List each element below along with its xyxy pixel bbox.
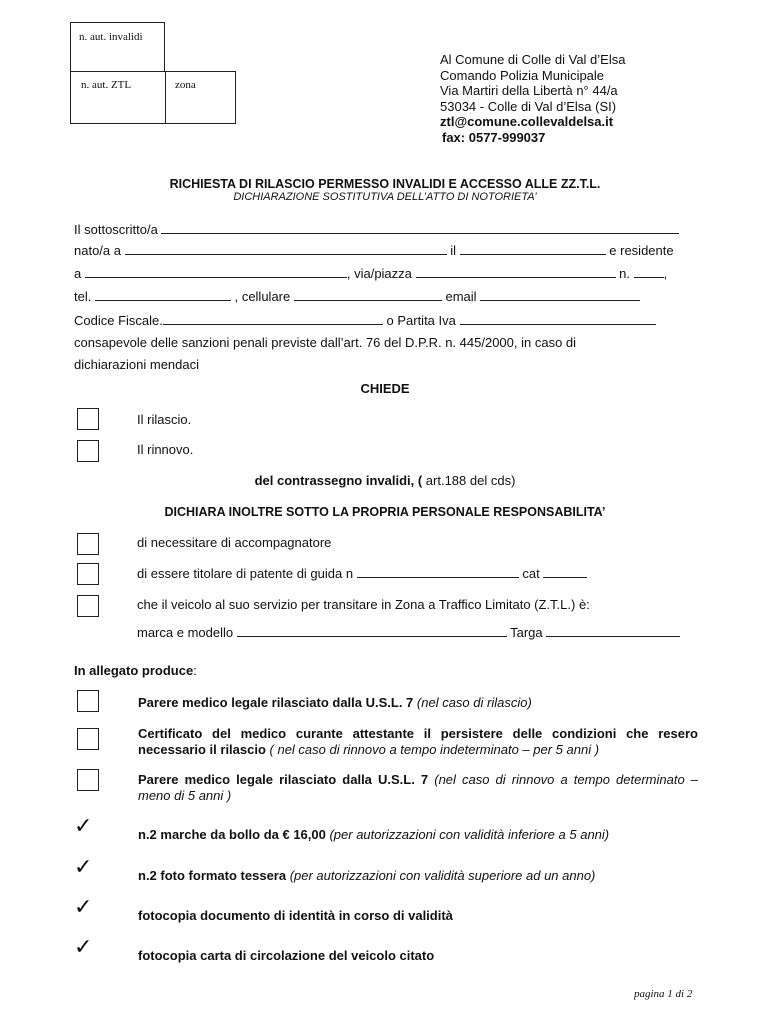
document-subtitle: DICHIARAZIONE SOSTITUTIVA DELL’ATTO DI NOTORIETA’ [233,191,537,203]
sottoscritto-label: Il sottoscritto/a [74,222,158,237]
cat-label: cat [522,566,540,581]
email-label: email [445,289,477,304]
email-address: ztl@comune.collevaldelsa.it [440,114,614,129]
birthdate-field[interactable] [460,243,606,255]
allegato-item-note: (per autorizzazioni con validità inferiore a 5 anni) [325,827,610,842]
mobile-field[interactable] [294,289,442,301]
rinnovo-label: Il rinnovo. [137,442,194,457]
zona-cell[interactable] [165,71,236,124]
allegato-item-3 [138,772,698,804]
check-mark-icon: ✓ [74,935,93,960]
consapevole-text: consapevole delle sanzioni penali previste dall’art. 76 del D.P.R. n. 445/2000, in caso di [74,335,577,350]
patente-checkbox[interactable] [77,563,99,585]
document-title: RICHIESTA DI RILASCIO PERMESSO INVALIDI E ACCESSO ALLE ZZ.T.L. [169,177,601,191]
allegato-checkbox-2[interactable] [77,728,99,750]
cf-label: Codice Fiscale. [74,313,163,328]
license-category-field[interactable] [543,566,587,578]
tel-label: tel. [74,289,92,304]
allegato-item-bold: Parere medico legale rilasciato dalla U.S.L. 7 [138,772,429,787]
recipient-address [440,52,625,145]
address-line: 53034 - Colle di Val d’Elsa (SI) [440,98,617,114]
contrassegno-bold: del contrassegno invalidi, ( [254,473,423,488]
dichiara-heading: DICHIARA INOLTRE SOTTO LA PROPRIA PERSONALE RESPONSABILITA’ [164,505,606,519]
allegato-checkbox-3[interactable] [77,769,99,791]
allegato-item-note: (per autorizzazioni con validità superiore ad un anno) [286,868,596,883]
vat-field[interactable] [460,313,656,325]
email-field[interactable] [480,289,640,301]
check-mark-icon: ✓ [74,895,93,920]
phone-field[interactable] [95,289,231,301]
il-label: il [450,243,457,258]
allegato-heading [74,663,197,678]
n-label: n. [619,266,630,281]
piva-label: o Partita Iva [386,313,456,328]
zona-label: zona [175,79,196,91]
check-mark-icon: ✓ [74,855,93,880]
office-use-box [70,22,236,124]
allegato-item-7 [138,948,698,964]
via-label: , via/piazza [346,266,412,281]
allegato-item-bold: Certificato del medico curante attestante il persistere delle condizioni che resero necessario il rilascio [138,726,698,757]
chiede-heading: CHIEDE [360,381,410,396]
name-field[interactable] [161,222,679,234]
contrassegno-ref: art.188 del cds) [422,473,516,488]
allegato-item-2 [138,726,698,758]
patente-label: di essere titolare di patente di guida n [137,566,354,581]
house-number-field[interactable] [634,266,664,278]
allegato-item-bold: fotocopia carta di circolazione del veicolo citato [138,948,435,963]
city-field[interactable] [85,266,347,278]
rilascio-label: Il rilascio. [137,412,192,427]
aut-invalidi-label: n. aut. invalidi [79,31,143,43]
marca-line [137,625,680,640]
allegato-item-1 [138,695,698,711]
page-number: pagina 1 di 2 [634,988,693,1000]
allegato-checkbox-1[interactable] [77,690,99,712]
address-line: Al Comune di Colle di Val d’Elsa [440,52,626,67]
veicolo-label: che il veicolo al suo servizio per transitare in Zona a Traffico Limitato (Z.T.L.) è: [137,597,590,612]
allegato-item-note: ( nel caso di rinnovo a tempo indeterminato – per 5 anni ) [265,742,600,757]
make-model-field[interactable] [237,625,507,637]
allegato-item-bold: n.2 foto formato tessera [138,868,287,883]
aut-ztl-cell[interactable] [70,71,166,124]
form-line-contacts [74,289,698,304]
mendaci-text: dichiarazioni mendaci [74,357,200,372]
allegato-colon: : [193,663,197,678]
allegato-item-bold: Parere medico legale rilasciato dalla U.S.L. 7 [138,695,414,710]
allegato-item-5 [138,868,698,884]
veicolo-checkbox[interactable] [77,595,99,617]
allegato-item-bold: fotocopia documento di identità in corso di validità [138,908,453,923]
address-line: Via Martiri della Libertà n° 44/a [440,83,618,98]
targa-label: Targa [510,625,543,640]
patente-line [137,566,587,581]
a-label: a [74,266,82,281]
aut-invalidi-cell[interactable] [70,22,165,72]
marca-label: marca e modello [137,625,234,640]
plate-field[interactable] [546,625,680,637]
allegato-item-note: (nel caso di rilascio) [413,695,532,710]
form-line-name [74,222,698,237]
rinnovo-checkbox[interactable] [77,440,99,462]
residente-label: e residente [609,243,674,258]
form-line-residence: a , via/piazza n. , [74,266,668,281]
rilascio-checkbox[interactable] [77,408,99,430]
aut-ztl-label: n. aut. ZTL [81,79,132,91]
cellulare-label: , cellulare [234,289,291,304]
birthplace-field[interactable] [125,243,447,255]
allegato-item-4 [138,827,698,843]
allegato-item-note: (nel caso di rinnovo a tempo determinato – meno di 5 anni ) [138,772,698,803]
form-line-fiscal [74,313,698,328]
license-number-field[interactable] [357,566,519,578]
allegato-item-6 [138,908,698,924]
form-line-birth [74,243,698,258]
allegato-item-bold: n.2 marche da bollo da € 16,00 [138,827,326,842]
accompagnatore-label: di necessitare di accompagnatore [137,535,332,550]
fiscal-code-field[interactable] [163,313,383,325]
accompagnatore-checkbox[interactable] [77,533,99,555]
fax-number: fax: 0577-999037 [442,129,546,145]
contrassegno-line [0,473,770,488]
nato-label: nato/a a [74,243,121,258]
allegato-heading-bold: In allegato produce [74,663,194,678]
check-mark-icon: ✓ [74,814,93,839]
address-line: Comando Polizia Municipale [440,67,605,83]
street-field[interactable] [416,266,616,278]
